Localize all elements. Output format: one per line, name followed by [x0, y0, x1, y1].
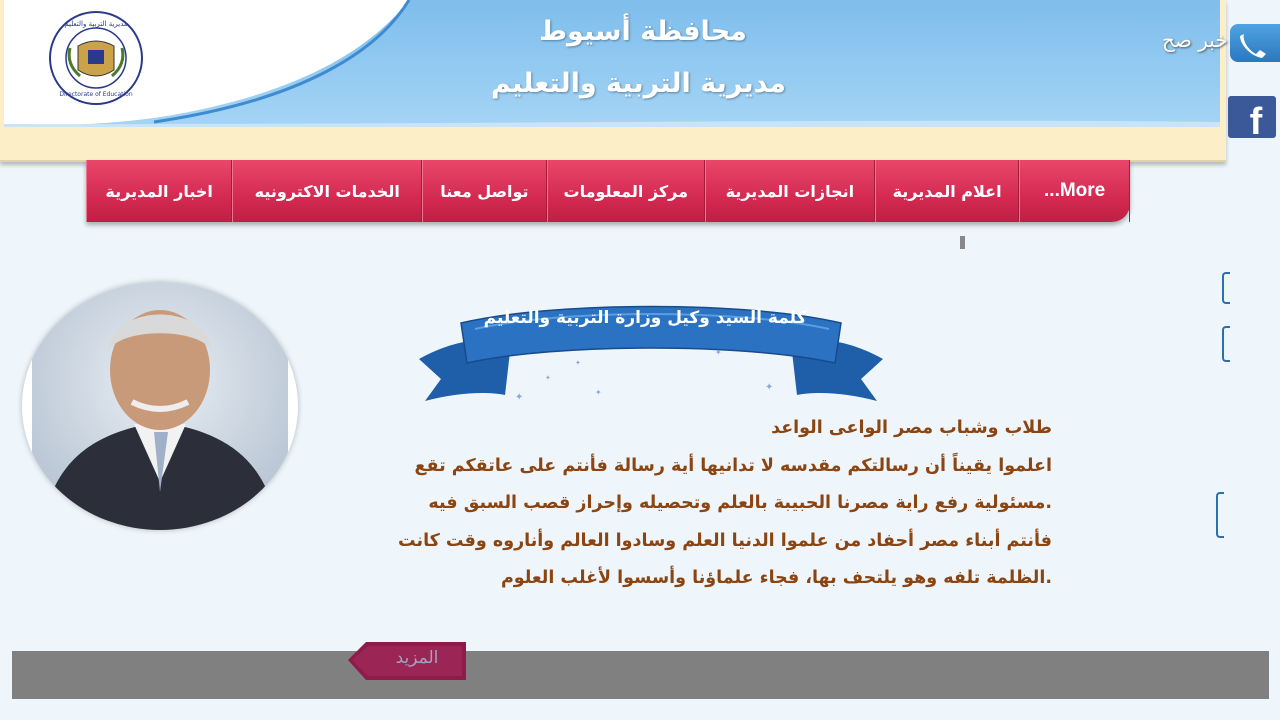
svg-text:✦: ✦	[545, 374, 551, 382]
nav-item-more[interactable]: More...	[1019, 160, 1130, 222]
svg-text:✦: ✦	[595, 388, 602, 397]
bottom-bar	[12, 651, 1269, 699]
directorate-logo[interactable]	[26, 8, 170, 108]
undersecretary-message	[380, 410, 1052, 598]
nav-item-contact[interactable]: تواصل معنا	[422, 160, 547, 222]
message-line: طلاب وشباب مصر الواعى الواعد	[771, 418, 1052, 438]
nav-item-achievements[interactable]: انجازات المديرية	[705, 160, 875, 222]
svg-text:مديرية التربية والتعليم: مديرية التربية والتعليم	[64, 20, 128, 28]
svg-text:✦: ✦	[715, 348, 722, 357]
svg-text:Directorate of Education: Directorate of Education	[59, 91, 133, 98]
nav-item-media[interactable]: اعلام المديرية	[875, 160, 1019, 222]
phone-icon[interactable]	[1230, 24, 1280, 62]
message-line: اعلموا يقيناً أن رسالتكم مقدسه لا تدانيها أية رسالة فأنتم على عاتقكم تقع	[414, 455, 1052, 476]
message-line: .الظلمة تلفه وهو يلتحف بها، فجاء علماؤنا وأسسوا لأغلب العلوم	[500, 568, 1052, 588]
undersecretary-photo	[22, 282, 298, 530]
governorate-title: محافظة أسيوط	[539, 16, 747, 47]
nav-item-news[interactable]: اخبار المديرية	[86, 160, 232, 222]
message-line: فأنتم أبناء مصر أحفاد من علموا الدنيا العلم وسادوا العالم وأناروه وقت كانت	[397, 530, 1052, 551]
nav-item-e-services[interactable]: الخدمات الاكترونيه	[232, 160, 422, 222]
side-tab-1[interactable]	[1222, 272, 1230, 304]
facebook-icon[interactable]	[1228, 96, 1276, 138]
ribbon-title: كلمة السيد وكيل وزارة التربية والتعليم	[483, 308, 807, 328]
header-banner	[4, 0, 1220, 127]
main-nav	[86, 160, 1130, 222]
side-tab-2[interactable]	[1222, 326, 1230, 362]
hotline-label[interactable]: خبر صح	[1162, 28, 1228, 52]
svg-text:✦: ✦	[575, 359, 581, 367]
message-line: .مسئولية رفع راية مصرنا الحبيبة بالعلم وتحصيله وإحراز قصب السبق فيه	[428, 493, 1052, 513]
directorate-title: مديرية التربية والتعليم	[491, 68, 786, 99]
side-tab-3[interactable]	[1216, 492, 1224, 538]
svg-text:✦: ✦	[515, 392, 524, 403]
nav-item-info-center[interactable]: مركز المعلومات	[547, 160, 705, 222]
svg-text:✦: ✦	[765, 382, 774, 393]
more-button-label[interactable]: المزيد	[395, 648, 439, 668]
svg-text:f: f	[1249, 101, 1263, 138]
scroll-indicator	[960, 236, 965, 249]
site-header	[0, 0, 1226, 162]
